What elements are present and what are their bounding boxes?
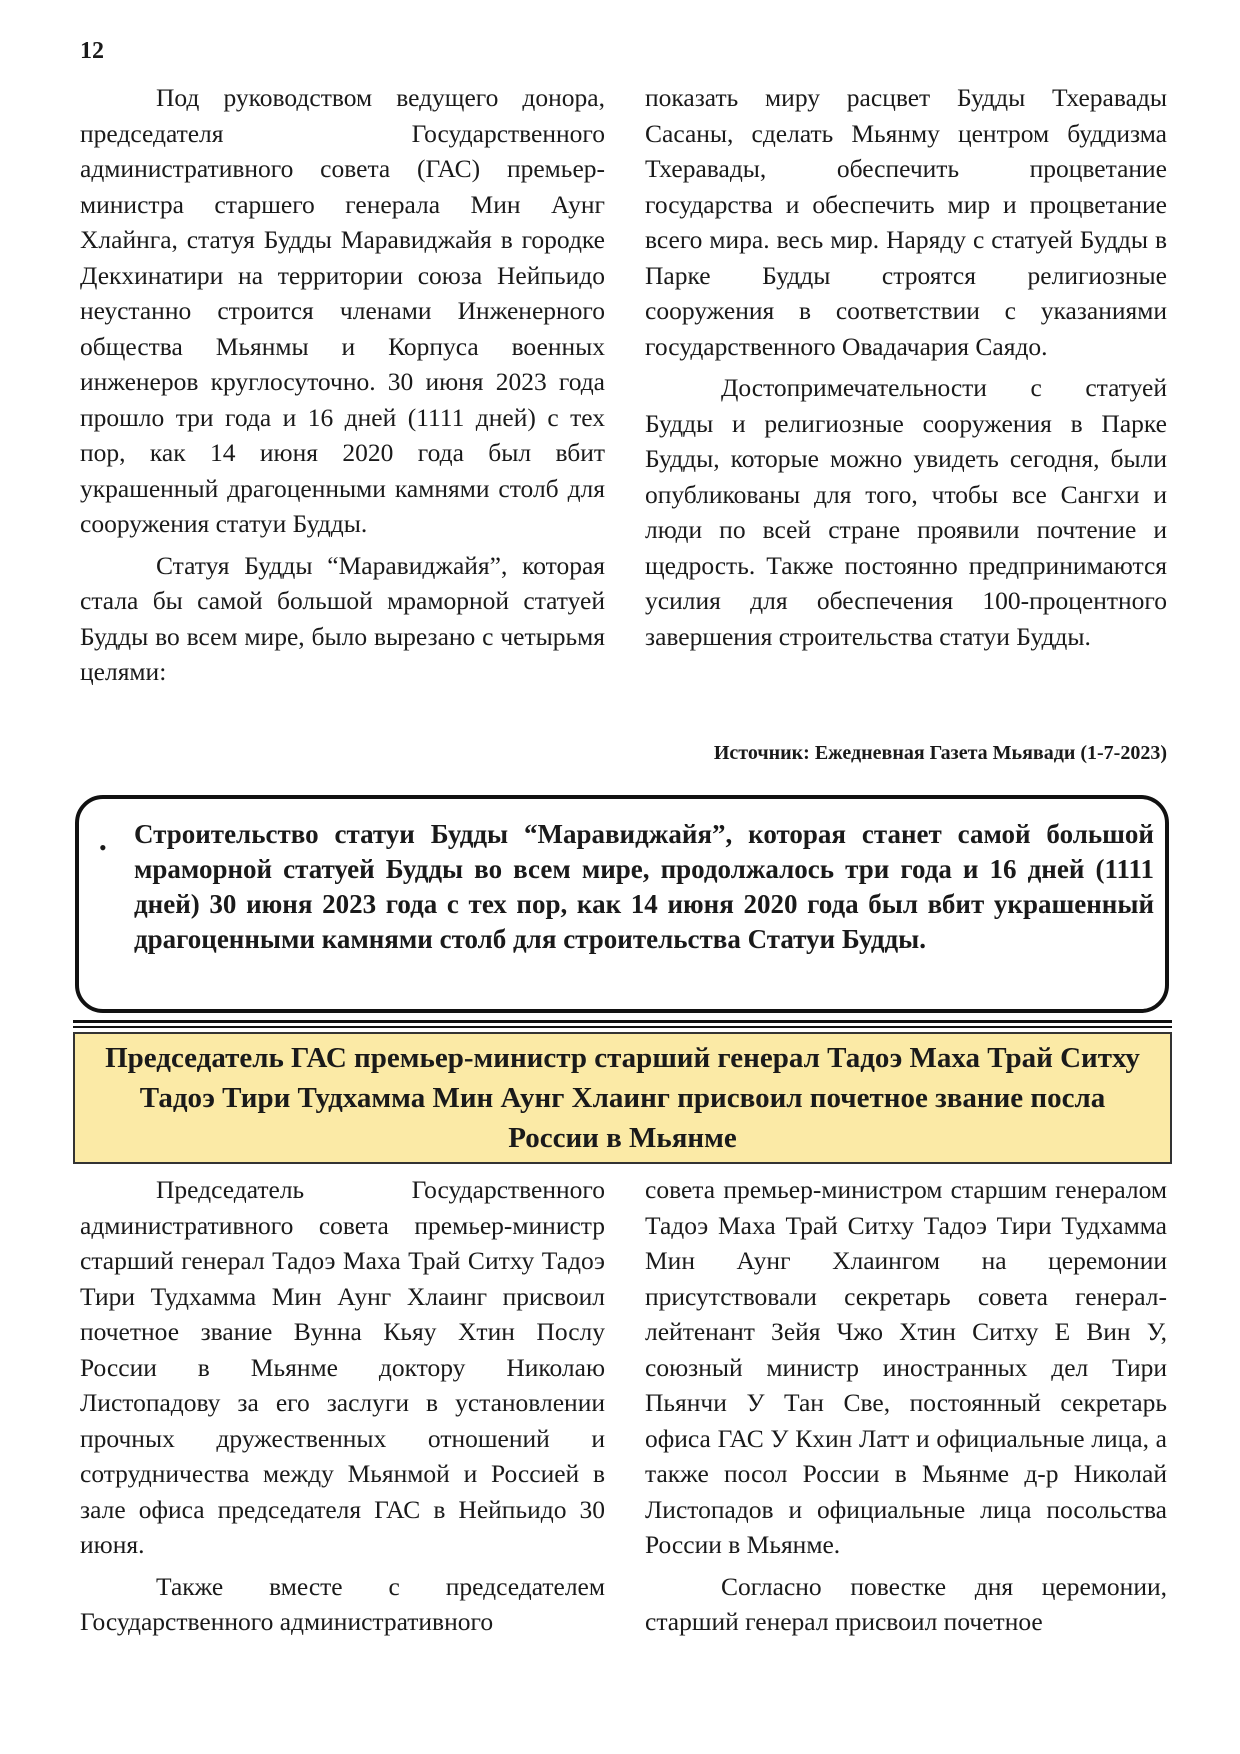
page-number: 12: [80, 38, 104, 64]
bullet-icon: •: [99, 835, 107, 860]
section-divider: [73, 1020, 1172, 1023]
article2-right-paragraph-2: Согласно повестке дня церемонии, старший генерал присвоил почетное: [645, 1571, 1167, 1636]
summary-callout-text: Строительство статуи Будды “Маравиджайя”, которая станет самой большой мраморной статуей Будды во всем мире, продолжалось три года и 16 дней (1111 дней) 30 июня 2023 года с тех пор, как 14 июня 2020 года был вбит украшенный драгоценными камнями столб для строительства Статуи Будды.: [134, 819, 1154, 954]
section-divider-thin: [73, 1026, 1172, 1028]
article2-headline: Председатель ГАС премьер-министр старший генерал Тадоэ Маха Трай Ситху Тадоэ Тири Тудхамма Мин Аунг Хлаинг присвоил почетное звание посла России в Мьянме: [105, 1042, 1140, 1154]
article2-left-paragraph-1: Председатель Государственного административного совета премьер-министр старший генерал Тадоэ Маха Трай Ситху Тадоэ Тири Тудхамма Мин Аунг Хлаинг присвоил почетное звание Вунна Кьяу Хтин Послу России в Мьянме доктору Николаю Листопадову за его заслуги в установлении прочных дружественных отношений и сотрудничества между Мьянмой и Россией в зале офиса председателя ГАС в Нейпьидо 30 июня.: [80, 1175, 605, 1559]
article1-right-paragraph-2: Достопримечательности с статуей Будды и религиозные сооружения в Парке Будды, которые можно увидеть сегодня, были опубликованы для того, чтобы все Сангхи и люди по всей стране проявили почтение и щедрость. Также постоянно предпринимаются усилия для обеспечения 100-процентного завершения строительства статуи Будды.: [645, 373, 1167, 651]
article2-right-paragraph-1: совета премьер-министром старшим генералом Тадоэ Маха Трай Ситху Тадоэ Тири Тудхамма Мин Аунг Хлаингом на церемонии присутствовали секретарь совета генерал-лейтенант Зейя Чжо Хтин Ситху Е Вин У, союзный министр иностранных дел Тири Пьянчи У Тан Све, постоянный секретарь офиса ГАС У Кхин Латт и официальные лица, а также посол России в Мьянме д-р Николай Листопадов и официальные лица посольства России в Мьянме.: [645, 1175, 1167, 1559]
article1-right-paragraph-1: показать миру расцвет Будды Тхеравады Сасаны, сделать Мьянму центром буддизма Тхеравады, обеспечить процветание государства и обеспечить мир и процветание всего мира. весь мир. Наряду с статуей Будды в Парке Будды строятся религиозные сооружения в соответствии с указаниями государственного Овадачария Саядо.: [645, 83, 1167, 361]
article1-left-column: [80, 80, 605, 760]
article2-headline-box: [73, 1032, 1172, 1164]
article2-left-paragraph-2: Также вместе с председателем Государственного административного: [80, 1571, 605, 1636]
article2-right-column: [645, 1172, 1167, 1646]
article2-left-column: [80, 1172, 605, 1646]
article1-source: Источник: Ежедневная Газета Мьявади (1-7-2023): [713, 742, 1167, 764]
summary-callout-box: [75, 795, 1169, 1013]
article1-left-paragraph-2: Статуя Будды “Маравиджайя”, которая стала бы самой большой мраморной статуей Будды во всем мире, было вырезано с четырьмя целями:: [80, 550, 605, 686]
article1-right-column: [645, 80, 1167, 660]
article1-left-paragraph-1: Под руководством ведущего донора, председателя Государственного административного совета (ГАС) премьер-министра старшего генерала Мин Аунг Хлайнга, статуя Будды Маравиджайя в городке Декхинатири на территории союза Нейпьидо неустанно строится членами Инженерного общества Мьянмы и Корпуса военных инженеров круглосуточно. 30 июня 2023 года прошло три года и 16 дней (1111 дней) с тех пор, как 14 июня 2020 года был вбит украшенный драгоценными камнями столб для сооружения статуи Будды.: [80, 83, 605, 538]
